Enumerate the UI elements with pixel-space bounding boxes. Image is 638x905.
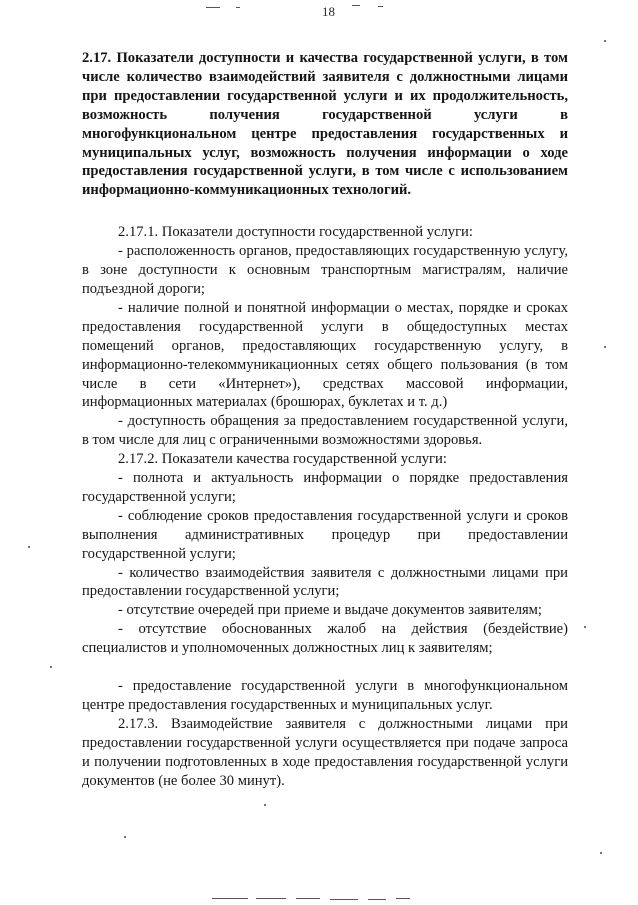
- scan-speck: [604, 346, 606, 348]
- scan-line: [352, 5, 360, 6]
- scan-line: [368, 899, 386, 900]
- scan-speck: [50, 666, 52, 668]
- list-item: - соблюдение сроков предоставления государственной услуги и сроков выполнения административных процедур при предоставлении государственной услуги;: [82, 507, 568, 562]
- scan-line: [212, 898, 248, 899]
- list-item: - полнота и актуальность информации о порядке предоставления государственной услуги;: [82, 470, 568, 505]
- scan-line: [236, 7, 240, 8]
- subsection-title: 2.17.1. Показатели доступности государственной услуги:: [118, 224, 473, 241]
- list-item: - расположенность органов, предоставляющих государственную услугу, в зоне доступности к основным транспортным магистралям, наличие подъездной дороги;: [82, 243, 568, 297]
- scan-speck: [28, 546, 30, 548]
- scan-line: [206, 7, 220, 8]
- document-body: [82, 49, 568, 791]
- scan-line: [296, 898, 320, 899]
- page-number: 18: [322, 4, 335, 19]
- section-heading: 2.17. Показатели доступности и качества государственной услуги, в том числе количество взаимодействий заявителя с должностными лицами при предоставлении государственной услуги и их продолжительность, возможность получения государственной услуги в многофункциональном центре предоставления государственных и муниципальных услуг, возможность получения информации о ходе предоставления государственной услуги, в том числе с использованием информационно-коммуникационных технологий.: [82, 50, 568, 199]
- scan-line: [330, 899, 358, 900]
- list-item: - предоставление государственной услуги в многофункциональном центре предоставления государственных и муниципальных услуг.: [82, 678, 568, 713]
- list-item: - количество взаимодействия заявителя с должностными лицами при предоставлении государственной услуги;: [82, 564, 568, 600]
- scan-speck: [124, 836, 126, 838]
- subsection-paragraph: 2.17.3. Взаимодействие заявителя с должностными лицами при предоставлении государственной услуги осуществляется при подаче запроса и получении подготовленных в ходе предоставления государственной услуги документов (не более 30 минут).: [82, 715, 568, 789]
- scan-speck: [600, 852, 602, 854]
- list-item: - доступность обращения за предоставлением государственной услуги, в том числе для лиц с ограниченными возможностями здоровья.: [82, 413, 568, 449]
- list-item: - отсутствие очередей при приеме и выдаче документов заявителям;: [118, 602, 542, 619]
- scan-speck: [264, 804, 266, 806]
- list-item: - отсутствие обоснованных жалоб на действия (бездействие) специалистов и уполномоченных должностных лиц к заявителям;: [82, 621, 568, 657]
- list-item: - наличие полной и понятной информации о местах, порядке и сроках предоставления государственной услуги в общедоступных местах помещений органов, предоставляющих государственную услугу, в информационно-телекоммуникационных сетях общего пользования (в том числе в сети «Интернет»), средствах массовой информации, информационных материалах (брошюрах, буклетах и т. д.): [82, 299, 568, 411]
- subsection-title: 2.17.2. Показатели качества государственной услуги:: [118, 451, 447, 468]
- scan-line: [378, 6, 383, 7]
- scan-line: [396, 898, 410, 899]
- scan-speck: [604, 40, 606, 42]
- scan-speck: [584, 626, 586, 628]
- scan-line: [256, 898, 286, 899]
